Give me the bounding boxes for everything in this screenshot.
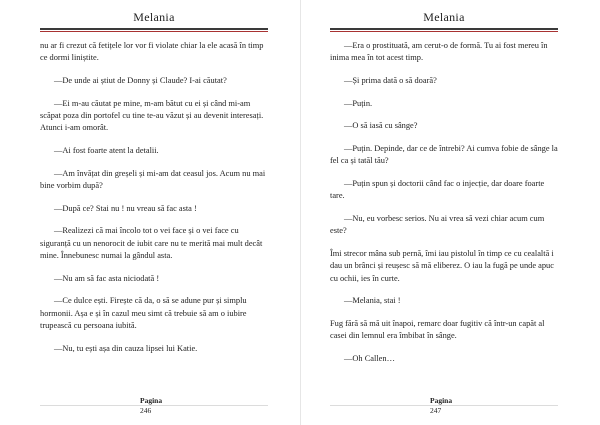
- page-header: Melania: [423, 10, 465, 24]
- footer-label: Pagina: [140, 396, 163, 405]
- paragraph: —De unde ai știut de Donny și Claude? I-ai căutat?: [54, 76, 227, 85]
- page-number: 246: [140, 406, 152, 415]
- page-body: [40, 40, 268, 365]
- header-accent-rule: [330, 31, 558, 32]
- paragraph: —Puțin spun și doctorii când fac o injecție, dar doare foarte tare.: [330, 178, 545, 201]
- paragraph: —Nu, tu ești așa din cauza lipsei lui Katie.: [54, 343, 198, 353]
- paragraph: —Puțin.: [344, 98, 373, 108]
- footer-label: Pagina: [430, 396, 453, 405]
- page-number: 247: [430, 406, 442, 415]
- paragraph: —Ei m-au căutat pe mine, m-am bătut cu ei și când mi-am scăpat poza din portofel cu tine te-au văzut și au devenit interesați. Atunci i-am omorât.: [40, 98, 264, 133]
- header-accent-rule: [40, 31, 268, 32]
- paragraph: —Ce dulce ești. Firește că da, o să se adune pur și simplu hormonii. Așa e și în cazul meu simt că trebuie să am o iubire trupească cu persoana iubită.: [40, 296, 247, 330]
- footer-rule: [330, 405, 558, 406]
- paragraph: —Melania, stai !: [344, 296, 401, 306]
- paragraph: —Nu am să fac asta niciodată !: [54, 273, 160, 283]
- page-header: Melania: [133, 10, 175, 24]
- right-page: [300, 0, 600, 425]
- paragraph: —După ce? Stai nu ! nu vreau să fac asta !: [54, 203, 197, 213]
- page-body: [330, 40, 558, 375]
- footer-rule: [40, 405, 268, 406]
- header-rule: [330, 28, 558, 30]
- paragraph: —O să iasă cu sânge?: [344, 121, 418, 131]
- paragraph: —Și prima dată o să doară?: [344, 76, 437, 85]
- paragraph: —Realizezi că mai încolo tot o vei face și o vei face cu siguranță cu un nenorocit de iubit care nu te merită mai mult decât mine. Înnebunesc numai la gândul asta.: [40, 226, 263, 260]
- paragraph: Fug fără să mă uit înapoi, remarc doar fugitiv că într-un capăt al casei din lemnul era îmbibat în sânge.: [330, 318, 545, 341]
- paragraph: Îmi strecor mâna sub pernă, îmi iau pistolul în timp ce cu cealaltă i dau un brânci și reușesc să mă eliberez. O iau la fugă pe unde apuc cu ochii, ies în curte.: [330, 248, 554, 283]
- paragraph: nu ar fi crezut că fetițele lor vor fi violate chiar la ele acasă în timp ce dormi liniștite.: [40, 41, 264, 63]
- paragraph: —Nu, eu vorbesc serios. Nu ai vrea să vezi chiar acum cum este?: [330, 213, 545, 236]
- paragraph: —Am învățat din greșeli și mi-am dat ceasul jos. Acum nu mai bine vorbim după?: [40, 168, 266, 190]
- paragraph: —Puțin. Depinde, dar ce de întrebi? Ai cumva fobie de sânge la fel ca și tatăl tău?: [330, 143, 558, 166]
- header-rule: [40, 28, 268, 30]
- paragraph: —Ai fost foarte atent la detalii.: [54, 146, 159, 155]
- paragraph: —Era o prostituată, am cerut-o de formă. Tu ai fost mereu în inima mea în tot acest timp.: [330, 41, 548, 63]
- paragraph: —Oh Callen…: [344, 353, 395, 363]
